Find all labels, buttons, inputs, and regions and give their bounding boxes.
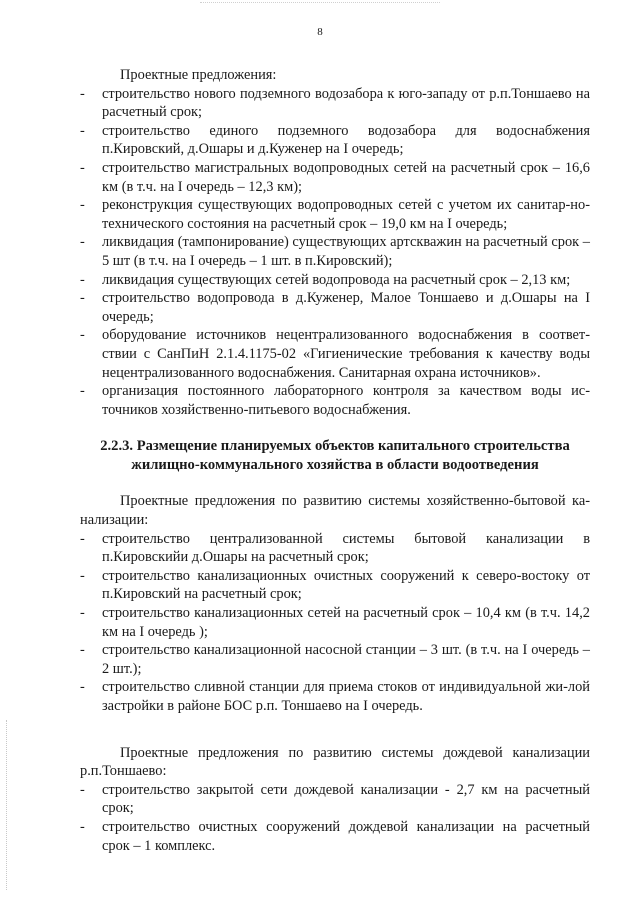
list-item: - строительство единого подземного водозабора для водоснабжения п.Кировский, д.Ошары и д.Куженер на I очередь;: [80, 122, 590, 159]
document-body: [80, 66, 590, 855]
list-item: - строительство канализационных сетей на расчетный срок – 10,4 км (в т.ч. 14,2 км на I очередь );: [80, 604, 590, 641]
list-item: - строительство сливной станции для приема стоков от индивидуальной жи-лой застройки в районе БОС р.п. Тоншаево на I очередь.: [80, 678, 590, 715]
list-item: - реконструкция существующих водопроводных сетей с учетом их санитар-но-технического состояния на расчетный срок – 19,0 км на I очередь;: [80, 196, 590, 233]
scan-edge-line: [200, 2, 440, 4]
section-heading-line2: жилищно-коммунального хозяйства в области водоотведения: [131, 456, 539, 473]
list-item: - организация постоянного лабораторного контроля за качеством воды ис-точников хозяйственно-питьевого водоснабжения.: [80, 382, 590, 419]
spacer: [80, 716, 590, 744]
section3-intro: Проектные предложения по развитию системы дождевой канализации р.п.Тоншаево:: [80, 744, 590, 780]
scan-margin-line: [6, 720, 8, 890]
list-item: - строительство канализационных очистных сооружений к северо-востоку от п.Кировский на расчетный срок;: [80, 567, 590, 604]
list-item: - строительство централизованной системы бытовой канализации в п.Кировскийи д.Ошары на расчетный срок;: [80, 530, 590, 567]
list-item: - оборудование источников нецентрализованного водоснабжения в соответ-ствии с СанПиН 2.1.4.1175-02 «Гигиенические требования к качеству воды нецентрализованного водоснабжения. Санитарная охрана источников».: [80, 326, 590, 382]
list-item: - строительство магистральных водопроводных сетей на расчетный срок – 16,6 км (в т.ч. на I очередь – 12,3 км);: [80, 159, 590, 196]
list-item: - ликвидация (тампонирование) существующих артскважин на расчетный срок – 5 шт (в т.ч. на I очередь – 1 шт. в п.Кировский);: [80, 233, 590, 270]
section2-intro: Проектные предложения по развитию системы хозяйственно-бытовой ка-нализации:: [80, 493, 590, 529]
section3-list: [80, 781, 590, 855]
section1-intro: Проектные предложения:: [120, 67, 277, 83]
section-heading-line1: 2.2.3. Размещение планируемых объектов капитального строительства: [100, 438, 570, 455]
list-item: - ликвидация существующих сетей водопровода на расчетный срок – 2,13 км;: [80, 271, 590, 290]
list-item: - строительство очистных сооружений дождевой канализации на расчетный срок – 1 комплекс.: [80, 818, 590, 855]
section-heading: [80, 437, 590, 474]
section2-list: [80, 530, 590, 716]
list-item: - строительство канализационной насосной станции – 3 шт. (в т.ч. на I очередь – 2 шт.);: [80, 641, 590, 678]
list-item: - строительство нового подземного водозабора к юго-западу от р.п.Тоншаево на расчетный срок;: [80, 85, 590, 122]
list-item: - строительство закрытой сети дождевой канализации - 2,7 км на расчетный срок;: [80, 781, 590, 818]
page-number: 8: [317, 26, 323, 38]
list-item: - строительство водопровода в д.Куженер, Малое Тоншаево и д.Ошары на I очередь;: [80, 289, 590, 326]
section1-list: [80, 85, 590, 420]
